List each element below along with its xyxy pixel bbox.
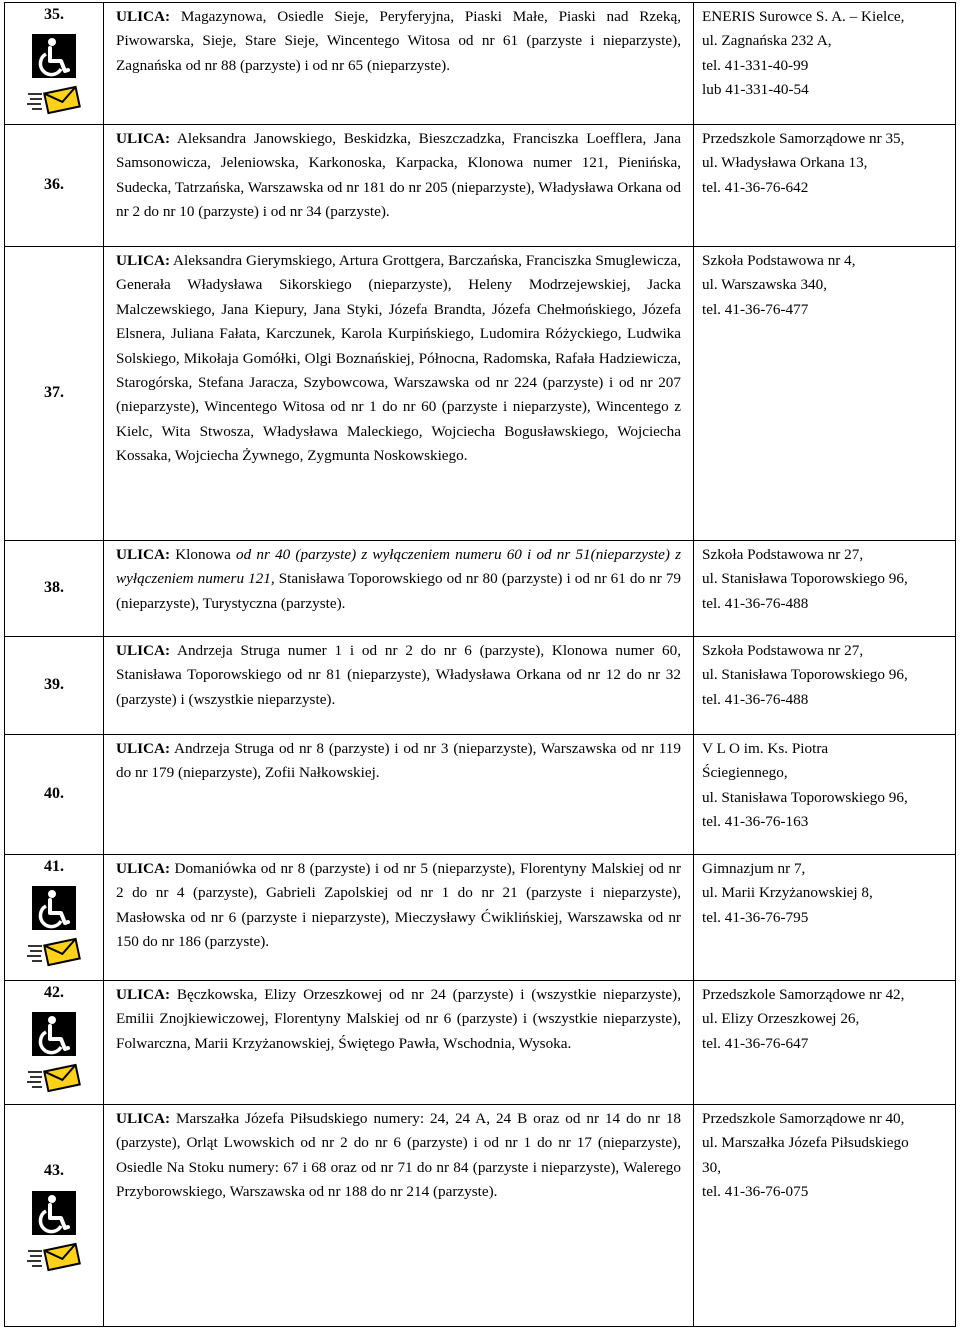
streets-cell	[104, 637, 694, 735]
station-phone: tel. 41-36-76-163	[702, 813, 809, 831]
streets-text: Aleksandra Janowskiego, Beskidzka, Bieszczadzka, Franciszka Loefflera, Jana Samsonowicza, Jeleniowska, Karkonoska, Karpacka, Klonowa numer 121, Pienińska, Sudecka, Tatrzańska, Warszawska od nr 181 do nr 205 (nieparzyste), Władysława Orkana od nr 2 do nr 10 (parzyste) i od nr 34 (parzyste).	[116, 130, 682, 221]
table-row	[5, 735, 956, 855]
table-row	[5, 981, 956, 1105]
row-number-cell	[5, 3, 104, 125]
row-number: 35.	[44, 6, 64, 23]
station-address-cell	[694, 1105, 956, 1327]
station-address-cell	[694, 541, 956, 637]
streets-cell	[104, 3, 694, 125]
envelope-mail-icon	[26, 937, 82, 967]
table-row	[5, 637, 956, 735]
streets-cell	[104, 981, 694, 1105]
row-number-cell	[5, 735, 104, 855]
row-number: 41.	[44, 858, 64, 875]
envelope-mail-icon	[26, 85, 82, 115]
streets-text: Andrzeja Struga od nr 8 (parzyste) i od nr 3 (nieparzyste), Warszawska od nr 119 do nr 179 (nieparzyste), Zofii Nałkowskiej.	[116, 740, 681, 782]
station-street: ul. Elizy Orzeszkowej 26,	[702, 1010, 860, 1028]
station-street: ul. Marszałka Józefa Piłsudskiego	[702, 1134, 909, 1152]
row-number: 43.	[44, 1162, 64, 1180]
table-row	[5, 1105, 956, 1327]
station-name: Przedszkole Samorządowe nr 35,	[702, 130, 905, 147]
station-address-cell	[694, 735, 956, 855]
table-row	[5, 855, 956, 981]
station-address-cell	[694, 637, 956, 735]
station-name: Przedszkole Samorządowe nr 40,	[702, 1110, 905, 1127]
ulica-label: ULICA:	[116, 130, 171, 147]
station-name: Gimnazjum nr 7,	[702, 860, 806, 877]
wheelchair-icon	[31, 885, 77, 931]
table-row	[5, 541, 956, 637]
row-icons	[5, 981, 103, 1093]
streets-text: Bęczkowska, Elizy Orzeszkowej od nr 24 (parzyste) i (wszystkie nieparzyste), Emilii Znojkiewiczowej, Florentyny Malskiej od nr 6 (parzyste) i (wszystkie nieparzyste), Folwarczna, Marii Krzyżanowskiej, Świętego Pawła, Wschodnia, Wysoka.	[116, 986, 682, 1052]
row-icons	[5, 3, 103, 115]
ulica-label: ULICA:	[116, 1110, 171, 1127]
row-number: 37.	[44, 384, 64, 402]
streets-text: Marszałka Józefa Piłsudskiego numery: 24, 24 A, 24 B oraz od nr 14 do nr 18 (parzyste), Orląt Lwowskich od nr 2 do nr 6 (parzyste) i od nr 1 do nr 17 (nieparzyste), Osiedle Na Stoku numery: 67 i 68 oraz od nr 71 do nr 84 (parzyste i nieparzyste), Walerego Przyborowskiego, Warszawska od nr 188 do nr 214 (parzyste).	[116, 1110, 682, 1201]
station-street-cont: 30,	[702, 1158, 721, 1176]
station-address-cell	[694, 247, 956, 541]
row-number: 42.	[44, 984, 64, 1001]
ulica-label: ULICA:	[116, 642, 171, 659]
row-number: 40.	[44, 785, 64, 803]
station-street: ul. Władysława Orkana 13,	[702, 154, 868, 172]
row-number: 36.	[44, 176, 64, 194]
row-icons	[5, 1159, 103, 1271]
table-row	[5, 3, 956, 125]
streets-cell	[104, 735, 694, 855]
row-number: 38.	[44, 579, 64, 597]
ulica-label: ULICA:	[116, 8, 171, 25]
envelope-mail-icon	[26, 1242, 82, 1272]
station-phone: tel. 41-36-76-488	[702, 594, 809, 612]
row-number-cell	[5, 855, 104, 981]
station-name: Szkoła Podstawowa nr 27,	[702, 546, 864, 563]
streets-text: Domaniówka od nr 8 (parzyste) i od nr 5 (nieparzyste), Florentyny Malskiej od nr 2 do nr 4 (parzyste), Gabrieli Zapolskiej od nr 1 do nr 21 (parzyste i nieparzyste), Masłowska od nr 6 (parzyste i nieparzyste), Mieczysławy Ćwiklińskiej, Warszawska od nr 150 do nr 186 (parzyste).	[116, 860, 682, 951]
streets-text: Andrzeja Struga numer 1 i od nr 2 do nr 6 (parzyste), Klonowa numer 60, Stanisława Toporowskiego od nr 81 (nieparzyste), Władysława Orkana od nr 12 do nr 32 (parzyste) i (wszystkie nieparzyste).	[116, 642, 681, 708]
wheelchair-icon	[31, 33, 77, 79]
row-number: 39.	[44, 676, 64, 694]
envelope-mail-icon	[26, 1063, 82, 1093]
ulica-label: ULICA:	[116, 860, 171, 877]
row-number-cell	[5, 541, 104, 637]
station-phone: tel. 41-36-76-795	[702, 908, 809, 926]
row-number-cell	[5, 981, 104, 1105]
station-phone: tel. 41-331-40-99	[702, 56, 809, 74]
table-row	[5, 247, 956, 541]
streets-cell	[104, 247, 694, 541]
station-street: ul. Warszawska 340,	[702, 276, 828, 294]
table-row	[5, 125, 956, 247]
row-number-cell	[5, 637, 104, 735]
station-name: ENERIS Surowce S. A. – Kielce,	[702, 8, 905, 25]
streets-cell	[104, 125, 694, 247]
station-address-cell	[694, 981, 956, 1105]
station-name: Przedszkole Samorządowe nr 42,	[702, 986, 905, 1003]
row-icons	[5, 855, 103, 967]
streets-cell	[104, 541, 694, 637]
streets-text-italic: od nr 40 (parzyste) z wyłączeniem numeru 60 i od nr 51(nieparzyste) z wyłączeniem numeru 121,	[116, 546, 682, 588]
station-phone-alt: lub 41-331-40-54	[702, 81, 809, 99]
streets-text-end: Stanisława Toporowskiego od nr 80 (parzyste) i od nr 61 do nr 79 (nieparzyste), Turystyczna (parzyste).	[116, 570, 682, 612]
row-number-cell	[5, 125, 104, 247]
ulica-label: ULICA:	[116, 252, 171, 269]
station-address-cell	[694, 3, 956, 125]
row-number-cell	[5, 247, 104, 541]
streets-text: Aleksandra Gierymskiego, Artura Grottgera, Barczańska, Franciszka Smuglewicza, Generała Władysława Sikorskiego (nieparzyste), Heleny Modrzejewskiej, Jacka Malczewskiego, Jana Kiepury, Jana Styki, Józefa Brandta, Józefa Chełmońskiego, Józefa Elsnera, Juliana Fałata, Karczunek, Karola Kurpińskiego, Ludomira Różyckiego, Ludwika Solskiego, Mikołaja Gomółki, Olgi Boznańskiej, Północna, Radomska, Rafała Hadziewicza, Starogórska, Stefana Jaracza, Szybowcowa, Warszawska od nr 224 (parzyste) i od nr 207 (nieparzyste), Wincentego Witosa od nr 1 do nr 60 (parzyste i nieparzyste), Wincentego z Kielc, Wita Stwosza, Władysława Maleckiego, Wojciecha Bogusławskiego, Wojciecha Kossaka, Wojciecha Żywnego, Zygmunta Noskowskiego.	[116, 252, 681, 465]
streets-cell	[104, 1105, 694, 1327]
station-street: ul. Stanisława Toporowskiego 96,	[702, 570, 908, 588]
station-street: ul. Marii Krzyżanowskiej 8,	[702, 884, 873, 902]
station-address-cell	[694, 125, 956, 247]
ulica-label: ULICA:	[116, 546, 171, 563]
streets-text-start: Klonowa	[175, 546, 231, 563]
station-street: ul. Stanisława Toporowskiego 96,	[702, 788, 908, 806]
station-street: ul. Zagnańska 232 A,	[702, 32, 832, 50]
station-phone: tel. 41-36-76-642	[702, 178, 809, 196]
ulica-label: ULICA:	[116, 740, 171, 757]
station-phone: tel. 41-36-76-477	[702, 300, 809, 318]
wheelchair-icon	[31, 1011, 77, 1057]
row-number-cell	[5, 1105, 104, 1327]
station-address-cell	[694, 855, 956, 981]
station-name: V L O im. Ks. Piotra	[702, 740, 829, 757]
ulica-label: ULICA:	[116, 986, 171, 1003]
station-name: Szkoła Podstawowa nr 4,	[702, 252, 856, 269]
streets-text: Magazynowa, Osiedle Sieje, Peryferyjna, Piaski Małe, Piaski nad Rzeką, Piwowarska, Sieje, Stare Sieje, Wincentego Witosa od nr 61 (parzyste i nieparzyste), Zagnańska od nr 88 (parzyste) i od nr 65 (nieparzyste).	[116, 8, 681, 74]
station-name-cont: Ściegiennego,	[702, 764, 788, 782]
station-name: Szkoła Podstawowa nr 27,	[702, 642, 864, 659]
polling-stations-table	[4, 2, 956, 1327]
station-phone: tel. 41-36-76-647	[702, 1034, 809, 1052]
station-street: ul. Stanisława Toporowskiego 96,	[702, 666, 908, 684]
station-phone: tel. 41-36-76-488	[702, 690, 809, 708]
streets-cell	[104, 855, 694, 981]
station-phone: tel. 41-36-76-075	[702, 1183, 809, 1201]
wheelchair-icon	[31, 1190, 77, 1236]
